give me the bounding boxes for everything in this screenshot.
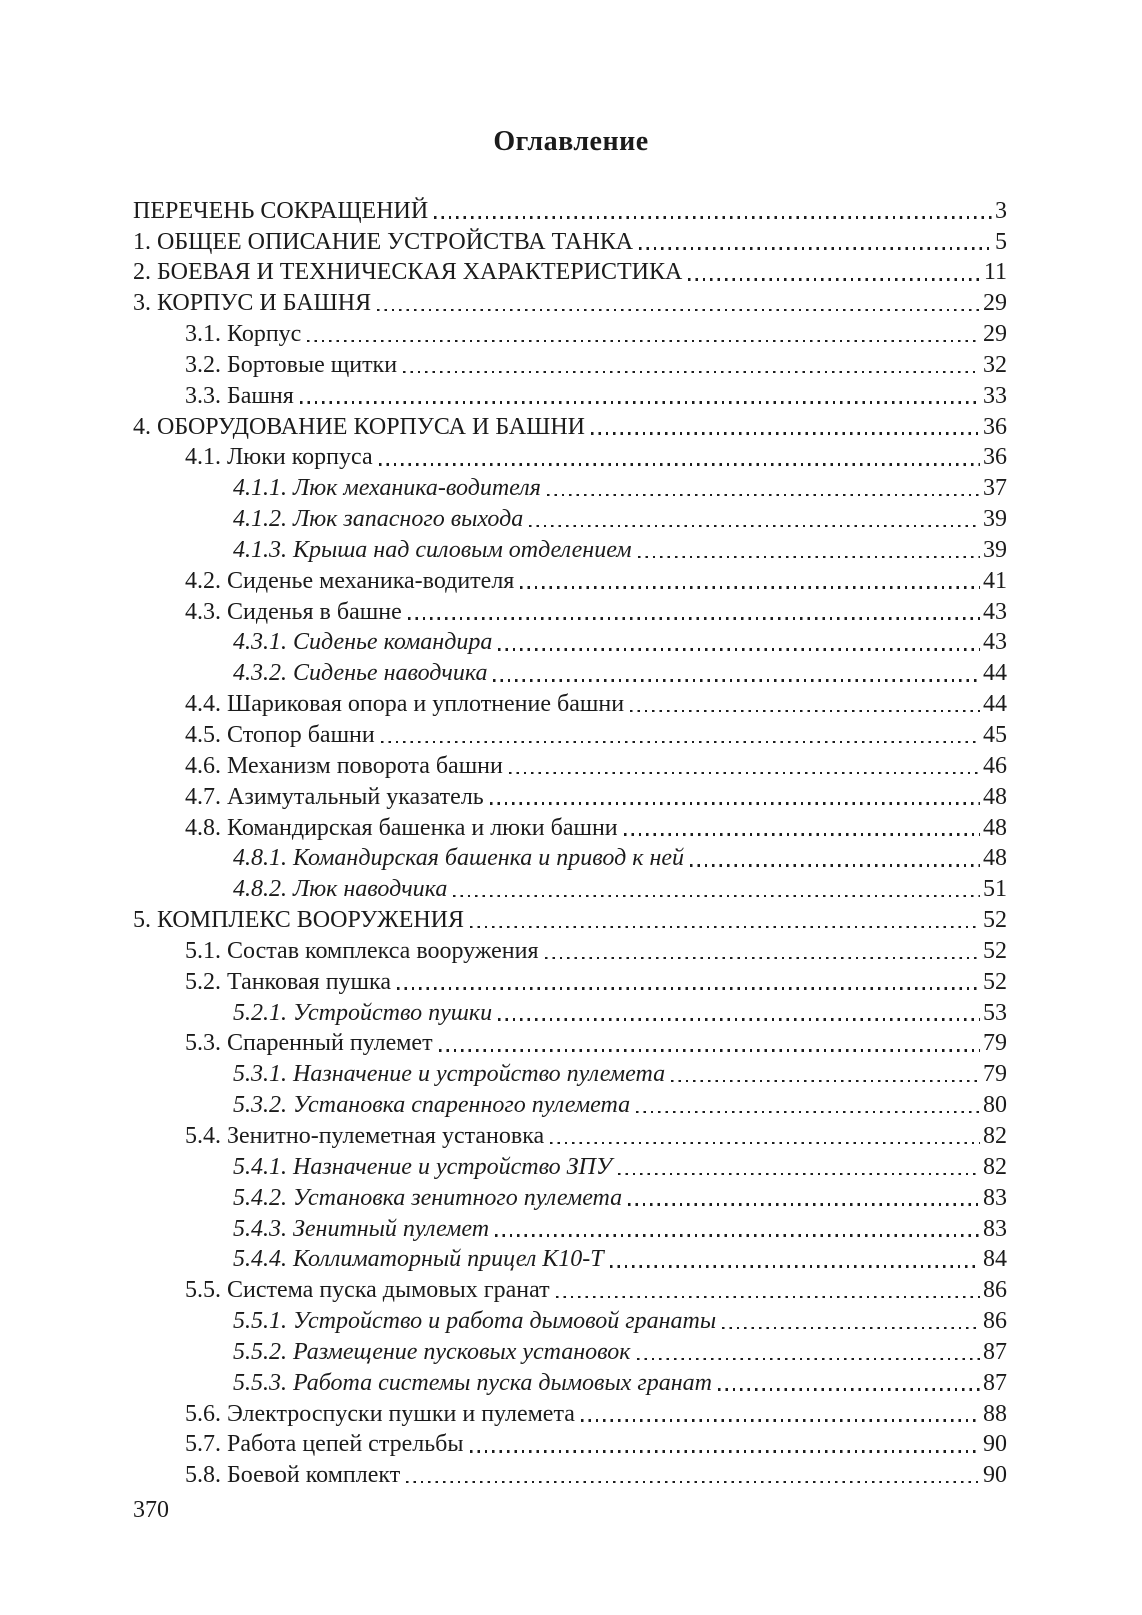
dot-leader — [408, 617, 980, 620]
toc-entry — [133, 1180, 1007, 1211]
toc-page-number: 11 — [983, 259, 1007, 286]
dot-leader — [628, 1203, 980, 1206]
toc-entry — [133, 193, 1007, 224]
toc-entry-label: 4.1.3. Крыша над силовым отделением — [233, 536, 632, 563]
dot-leader — [495, 1234, 980, 1237]
toc-entry — [133, 1149, 1007, 1180]
toc-entry — [133, 1057, 1007, 1088]
toc-entry — [133, 1273, 1007, 1304]
toc-entry-label: 5.4.4. Коллиматорный прицел К10-Т — [233, 1246, 604, 1273]
toc-page-number: 84 — [983, 1246, 1007, 1273]
toc-page-number: 88 — [983, 1400, 1007, 1427]
dot-leader — [637, 1358, 980, 1361]
toc-entry — [133, 347, 1007, 378]
toc-entry — [133, 1458, 1007, 1489]
toc-entry-label: 5. КОМПЛЕКС ВООРУЖЕНИЯ — [133, 907, 465, 934]
toc-entry-label: 4.3.1. Сиденье командира — [233, 629, 493, 656]
toc-entry-label: 4.1. Люки корпуса — [185, 444, 373, 471]
toc-entry-label: 4.3. Сиденья в башне — [185, 598, 402, 625]
toc-entry — [133, 687, 1007, 718]
dot-leader — [379, 463, 980, 466]
toc-entry-label: 4.2. Сиденье механика-водителя — [185, 567, 515, 594]
toc-page-number: 46 — [983, 752, 1007, 779]
toc-entry — [133, 409, 1007, 440]
toc-page-number: 82 — [983, 1153, 1007, 1180]
toc-entry — [133, 779, 1007, 810]
toc-entry-label: 1. ОБЩЕЕ ОПИСАНИЕ УСТРОЙСТВА ТАНКА — [133, 228, 634, 255]
dot-leader — [638, 556, 980, 559]
toc-page-number: 41 — [983, 567, 1007, 594]
toc-page-number: 33 — [983, 382, 1007, 409]
toc-entry — [133, 563, 1007, 594]
dot-leader — [498, 1018, 980, 1021]
toc-page-number: 39 — [983, 536, 1007, 563]
dot-leader — [581, 1419, 980, 1422]
toc-page-number: 45 — [983, 722, 1007, 748]
toc-entry-label: 5.4.2. Установка зенитного пулемета — [233, 1184, 623, 1211]
toc-entry-label: 4.1.2. Люк запасного выхода — [233, 506, 524, 533]
toc-entry-label: 4.5. Стопор башни — [185, 722, 375, 748]
toc-page-number: 48 — [983, 783, 1007, 810]
toc-entry — [133, 902, 1007, 933]
toc-entry-label: 5.3. Спаренный пулемет — [185, 1030, 433, 1057]
toc-page-number: 82 — [983, 1122, 1007, 1149]
toc-entry — [133, 748, 1007, 779]
toc-page-number: 79 — [983, 1061, 1007, 1088]
toc-entry-label: 4.4. Шариковая опора и уплотнение башни — [185, 691, 625, 718]
toc-page-number: 37 — [983, 475, 1007, 502]
toc-entry — [133, 1334, 1007, 1365]
toc-entry-label: 5.4.1. Назначение и устройство ЗПУ — [233, 1153, 613, 1180]
toc-entry-label: 4.7. Азимутальный указатель — [185, 783, 484, 810]
dot-leader — [520, 586, 980, 589]
dot-leader — [550, 1142, 980, 1145]
toc-entry — [133, 1118, 1007, 1149]
toc-page-number: 44 — [983, 691, 1007, 718]
toc-page-number: 90 — [983, 1431, 1007, 1458]
toc-page-number: 53 — [983, 999, 1007, 1026]
toc-entry-label: 3.1. Корпус — [185, 321, 302, 348]
toc-entry-label: 5.8. Боевой комплект — [185, 1462, 401, 1489]
dot-leader — [381, 741, 980, 744]
toc-entry — [133, 255, 1007, 286]
toc-entry-label: 3.2. Бортовые щитки — [185, 351, 398, 378]
toc-entry — [133, 656, 1007, 687]
toc-entry — [133, 1087, 1007, 1118]
dot-leader — [498, 648, 980, 651]
toc-entry-label: 5.2.1. Устройство пушки — [233, 999, 493, 1026]
dot-leader — [434, 216, 992, 219]
toc-entry-label: 5.7. Работа цепей стрельбы — [185, 1431, 464, 1458]
toc-page-number: 29 — [983, 290, 1007, 317]
toc-entry — [133, 1365, 1007, 1396]
toc-entry-label: 4.8. Командирская башенка и люки башни — [185, 814, 618, 841]
toc-entry-label: 4.1.1. Люк механика-водителя — [233, 475, 541, 502]
dot-leader — [630, 710, 980, 713]
toc-page-number: 87 — [983, 1338, 1007, 1365]
page-title: Оглавление — [493, 126, 649, 157]
toc-entry — [133, 1211, 1007, 1242]
toc-entry-label: 5.3.1. Назначение и устройство пулемета — [233, 1061, 666, 1088]
toc-page-number: 43 — [983, 598, 1007, 625]
toc-entry-label: 5.4. Зенитно-пулеметная установка — [185, 1122, 545, 1149]
toc-entry — [133, 1427, 1007, 1458]
toc-page-number: 52 — [983, 937, 1007, 964]
toc-entry — [133, 440, 1007, 471]
toc-entry — [133, 532, 1007, 563]
dot-leader — [690, 864, 980, 867]
dot-leader — [639, 247, 992, 250]
toc-page-number: 36 — [983, 413, 1007, 440]
dot-leader — [618, 1173, 980, 1176]
dot-leader — [397, 987, 980, 990]
dot-leader — [490, 802, 980, 805]
toc-entry — [133, 625, 1007, 656]
dot-leader — [406, 1481, 980, 1484]
toc-page-number: 43 — [983, 629, 1007, 656]
toc-page-number: 86 — [983, 1308, 1007, 1335]
toc-entry — [133, 1396, 1007, 1427]
toc-entry — [133, 378, 1007, 409]
dot-leader — [470, 926, 980, 929]
dot-leader — [671, 1080, 980, 1083]
toc-entry — [133, 933, 1007, 964]
toc-entry-label: 5.3.2. Установка спаренного пулемета — [233, 1092, 631, 1119]
toc-entry — [133, 1026, 1007, 1057]
toc-page-number: 52 — [983, 968, 1007, 995]
toc-page-number: 39 — [983, 506, 1007, 533]
toc-page-number: 48 — [983, 845, 1007, 872]
toc-entry-label: ПЕРЕЧЕНЬ СОКРАЩЕНИЙ — [133, 197, 429, 224]
toc-entry-label: 5.4.3. Зенитный пулемет — [233, 1215, 490, 1242]
dot-leader — [307, 340, 980, 343]
dot-leader — [556, 1296, 980, 1299]
dot-leader — [300, 401, 980, 404]
toc-entry-label: 4.8.1. Командирская башенка и привод к ней — [233, 845, 684, 872]
toc-entry — [133, 501, 1007, 532]
toc-entry — [133, 964, 1007, 995]
toc-page-number: 80 — [983, 1092, 1007, 1119]
toc-entry-label: 5.5.2. Размещение пусковых установок — [233, 1338, 631, 1365]
toc-page-number: 5 — [995, 228, 1007, 255]
toc-page-number: 52 — [983, 907, 1007, 934]
toc-entry-label: 5.5.3. Работа системы пуска дымовых гранат — [233, 1369, 712, 1396]
toc-entry — [133, 995, 1007, 1026]
toc-entry-label: 3. КОРПУС И БАШНЯ — [133, 290, 372, 317]
dot-leader — [636, 1111, 980, 1114]
toc-entry — [133, 471, 1007, 502]
toc-page-number: 29 — [983, 321, 1007, 348]
toc-entry — [133, 286, 1007, 317]
toc-entry-label: 4.3.2. Сиденье наводчика — [233, 660, 488, 687]
dot-leader — [529, 525, 980, 528]
toc-entry — [133, 810, 1007, 841]
toc-entry-label: 5.5.1. Устройство и работа дымовой гранаты — [233, 1308, 717, 1335]
dot-leader — [591, 432, 980, 435]
toc-entry — [133, 1303, 1007, 1334]
toc-page-number: 87 — [983, 1369, 1007, 1396]
toc-page-number: 86 — [983, 1277, 1007, 1304]
footer-page-number: 370 — [133, 1497, 169, 1523]
toc-entry — [133, 594, 1007, 625]
dot-leader — [718, 1388, 980, 1391]
toc-page-number: 48 — [983, 814, 1007, 841]
toc-entry — [133, 841, 1007, 872]
dot-leader — [439, 1049, 980, 1052]
dot-leader — [722, 1327, 980, 1330]
toc-page-number: 90 — [983, 1462, 1007, 1489]
toc-entry — [133, 224, 1007, 255]
toc-entry — [133, 872, 1007, 903]
toc-page-number: 51 — [983, 876, 1007, 903]
toc-entry — [133, 316, 1007, 347]
dot-leader — [403, 371, 980, 374]
dot-leader — [610, 1265, 980, 1268]
toc-entry — [133, 1242, 1007, 1273]
toc-entry-label: 4. ОБОРУДОВАНИЕ КОРПУСА И БАШНИ — [133, 413, 586, 440]
toc-entry-label: 4.8.2. Люк наводчика — [233, 876, 448, 903]
toc-page-number: 83 — [983, 1184, 1007, 1211]
toc-page-number: 3 — [995, 197, 1007, 224]
toc-entry-label: 4.6. Механизм поворота башни — [185, 752, 503, 779]
dot-leader — [545, 957, 980, 960]
dot-leader — [688, 278, 981, 281]
toc-page-number: 32 — [983, 351, 1007, 378]
toc-page-number: 44 — [983, 660, 1007, 687]
dot-leader — [547, 494, 980, 497]
dot-leader — [470, 1450, 980, 1453]
toc-page-number: 36 — [983, 444, 1007, 471]
toc-page-number: 79 — [983, 1030, 1007, 1057]
dot-leader — [453, 895, 980, 898]
dot-leader — [509, 772, 980, 775]
toc-entry — [133, 717, 1007, 748]
toc-entry-label: 3.3. Башня — [185, 382, 294, 409]
toc-entry-label: 5.1. Состав комплекса вооружения — [185, 937, 539, 964]
dot-leader — [624, 833, 980, 836]
toc-entry-label: 5.2. Танковая пушка — [185, 968, 391, 995]
toc-entry-label: 5.5. Система пуска дымовых гранат — [185, 1277, 550, 1304]
toc-page-number: 83 — [983, 1215, 1007, 1242]
table-of-contents — [133, 193, 1007, 1488]
toc-entry-label: 5.6. Электроспуски пушки и пулемета — [185, 1400, 575, 1427]
dot-leader — [377, 309, 980, 312]
dot-leader — [493, 679, 980, 682]
toc-entry-label: 2. БОЕВАЯ И ТЕХНИЧЕСКАЯ ХАРАКТЕРИСТИКА — [133, 259, 683, 286]
